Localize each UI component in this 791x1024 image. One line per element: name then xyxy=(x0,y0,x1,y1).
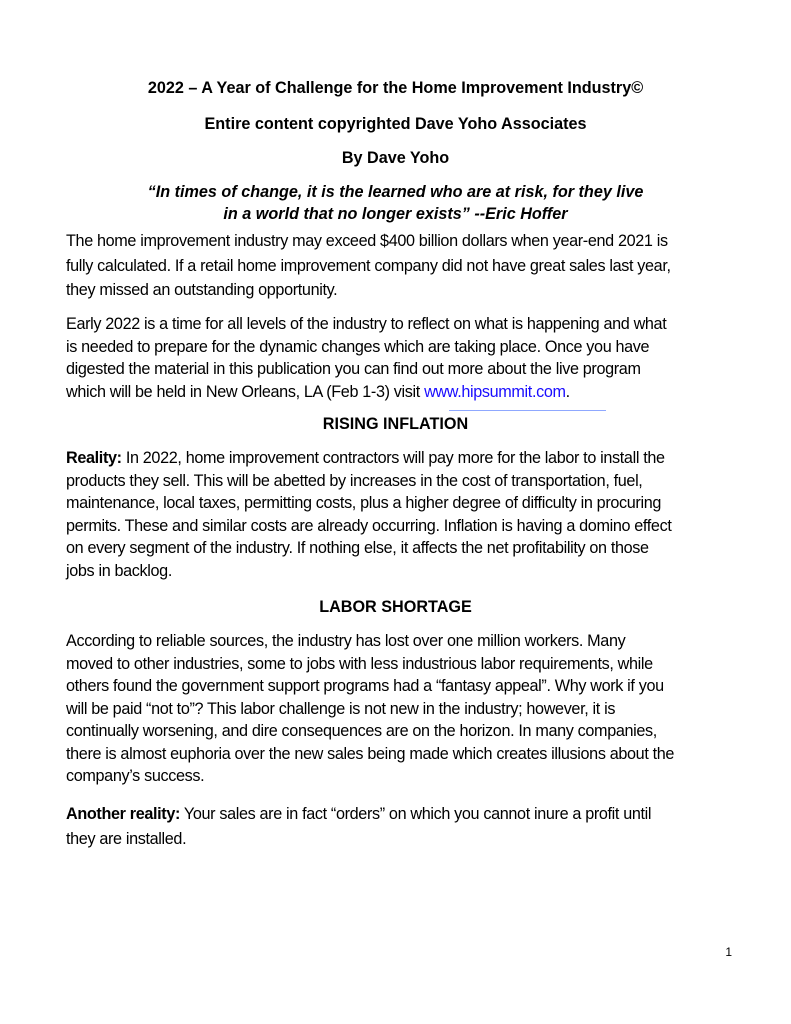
another-reality-label: Another reality: xyxy=(66,805,181,823)
text-line: others found the government support programs had a “fantasy appeal”. Why work if you xyxy=(66,677,664,695)
byline: By Dave Yoho xyxy=(341,149,450,167)
text-line: jobs in backlog. xyxy=(66,561,172,580)
text-line: on every segment of the industry. If nothing else, it affects the net profitability on those xyxy=(66,539,649,557)
reality-label: Reality: xyxy=(66,449,122,467)
section-heading-rising-inflation: RISING INFLATION xyxy=(322,415,469,433)
text-fragment: In 2022, home improvement contractors will pay more for the labor to install the xyxy=(121,449,665,467)
hipsummit-link[interactable]: www.hipsummit.com xyxy=(424,382,566,401)
rising-inflation-paragraph xyxy=(66,447,726,582)
epigraph-line-1: “In times of change, it is the learned who are at risk, for they live xyxy=(147,183,644,201)
text-line: is needed to prepare for the dynamic changes which are taking place. Once you have xyxy=(66,337,650,356)
text-line: The home improvement industry may exceed $400 billion dollars when year-end 2021 is xyxy=(66,232,668,250)
text-line: Early 2022 is a time for all levels of the industry to reflect on what is happening and what xyxy=(66,315,667,333)
document-title: 2022 – A Year of Challenge for the Home Improvement Industry© xyxy=(147,79,644,97)
text-line: they are installed. xyxy=(66,830,187,848)
text-line: continually worsening, and dire consequences are on the horizon. In many companies, xyxy=(66,722,657,740)
text-line: moved to other industries, some to jobs with less industrious labor requirements, while xyxy=(66,654,653,673)
another-reality-paragraph xyxy=(66,803,726,851)
copyright-line: Entire content copyrighted Dave Yoho Associates xyxy=(204,115,587,133)
text-fragment: which will be held in New Orleans, LA (Feb 1-3) visit xyxy=(66,382,425,401)
text-line: According to reliable sources, the industry has lost over one million workers. Many xyxy=(66,632,626,650)
intro-paragraph-1 xyxy=(66,230,726,302)
text-line: fully calculated. If a retail home improvement company did not have great sales last year, xyxy=(66,256,671,275)
text-line: company’s success. xyxy=(66,767,205,785)
text-line: they missed an outstanding opportunity. xyxy=(66,281,338,299)
text-line: digested the material in this publication you can find out more about the live program xyxy=(66,360,641,378)
text-line: products they sell. This will be abetted by increases in the cost of transportation, fuel, xyxy=(66,471,643,490)
link-underline xyxy=(449,410,606,411)
text-line: will be paid “not to”? This labor challenge is not new in the industry; however, it is xyxy=(66,699,616,718)
text-line xyxy=(66,447,726,470)
epigraph-line-2: in a world that no longer exists” --Eric Hoffer xyxy=(223,205,568,223)
text-fragment: Your sales are in fact “orders” on which you cannot inure a profit until xyxy=(180,805,652,823)
intro-paragraph-2 xyxy=(66,313,726,403)
text-line xyxy=(66,381,726,404)
text-line: there is almost euphoria over the new sales being made which creates illusions about the xyxy=(66,744,675,763)
text-line: maintenance, local taxes, permitting costs, plus a higher degree of difficulty in procuring xyxy=(66,494,662,512)
text-line xyxy=(66,803,726,828)
section-heading-labor-shortage: LABOR SHORTAGE xyxy=(319,598,472,616)
labor-shortage-paragraph xyxy=(66,630,726,788)
text-fragment: . xyxy=(565,382,570,401)
text-line: permits. These and similar costs are already occurring. Inflation is having a domino effect xyxy=(66,516,672,535)
page-number: 1 xyxy=(725,945,732,959)
